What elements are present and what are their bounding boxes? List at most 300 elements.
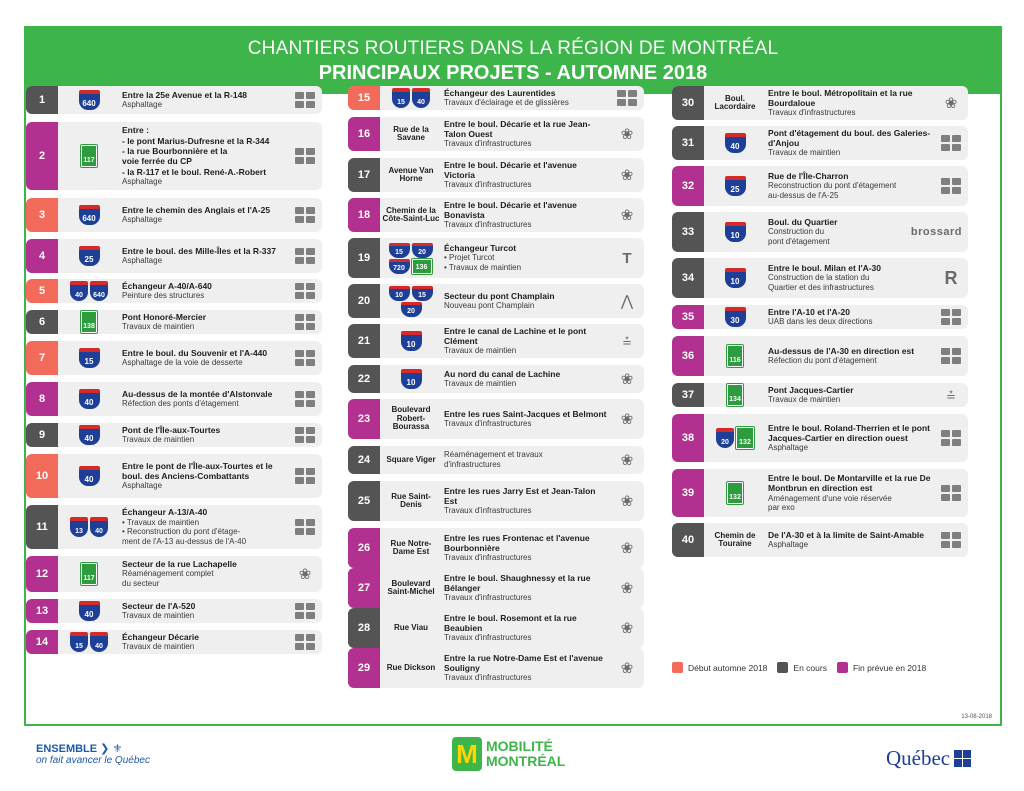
project-title: Entre le pont de l'Île-aux-Tourtes et le boul. des Anciens-Combattants [122, 460, 273, 482]
montreal-flower-icon: ❀ [620, 660, 634, 677]
project-row-17 [348, 158, 644, 192]
project-number-badge: 23 [348, 399, 380, 439]
street-name: Rue Dickson [386, 662, 436, 672]
project-detail: Travaux de maintien [122, 642, 195, 652]
project-info [122, 423, 288, 447]
project-title: Secteur du pont Champlain [444, 290, 555, 301]
project-row-11 [26, 505, 322, 549]
route-identifier [60, 341, 118, 375]
project-detail: du secteur [122, 579, 160, 589]
project-detail: Asphaltage de la voie de desserte [122, 358, 243, 368]
project-number-badge: 39 [672, 469, 704, 517]
project-row-6 [26, 310, 322, 334]
autoroute-shield: 40 [79, 601, 100, 621]
project-row-24 [348, 446, 644, 474]
traffic-sign-grid [295, 391, 315, 407]
traffic-sign-icon [294, 350, 316, 366]
project-row-31 [672, 126, 968, 160]
project-detail: Travaux d'infrastructures [444, 673, 532, 683]
autoroute-shield: 20 [716, 428, 734, 448]
project-title: Au nord du canal de Lachine [444, 368, 561, 379]
project-detail: • Travaux de maintien [122, 517, 200, 527]
page-subtitle: PRINCIPAUX PROJETS - AUTOMNE 2018 [318, 62, 708, 84]
project-row-8 [26, 382, 322, 416]
montreal-flower-icon: ❀ [620, 126, 634, 143]
traffic-sign-icon [294, 391, 316, 407]
project-detail: voie ferrée du CP [122, 156, 192, 167]
street-name: Rue Viau [393, 622, 429, 632]
project-info [444, 446, 610, 474]
project-detail: Travaux d'infrastructures [444, 506, 532, 516]
route-identifier [382, 399, 440, 439]
project-row-38 [672, 414, 968, 462]
montreal-flower-icon: ❀ [620, 620, 634, 637]
project-title: Entre le boul. De Montarville et la rue De Montbrun en direction est [768, 472, 931, 494]
project-row-13 [26, 599, 322, 623]
project-number-badge: 8 [26, 382, 58, 416]
project-title: Entre le boul. du Souvenir et l'A-440 [122, 347, 268, 358]
traffic-sign-icon [294, 314, 316, 330]
montreal-flower-icon: ❀ [298, 566, 312, 583]
traffic-sign-icon [940, 309, 962, 325]
project-detail: pont d'étagement [768, 237, 830, 247]
project-detail: Peinture des structures [122, 291, 205, 301]
project-info [122, 599, 288, 623]
project-detail: - la R-117 et le boul. René-A.-Robert [122, 166, 267, 177]
traffic-sign-grid [941, 178, 961, 194]
project-info [444, 158, 610, 192]
route-identifier [382, 568, 440, 608]
route-identifier [382, 608, 440, 648]
traffic-sign-grid [617, 90, 637, 106]
project-title: Pont d'étagement du boul. des Galeries-d'Anjou [768, 127, 931, 149]
legend-swatch [837, 662, 848, 673]
route-identifier [382, 117, 440, 151]
traffic-sign-grid [295, 427, 315, 443]
project-row-26 [348, 528, 644, 568]
project-detail: d'infrastructures [444, 460, 501, 469]
project-number-badge: 19 [348, 238, 380, 278]
project-number-badge: 36 [672, 336, 704, 376]
project-info [444, 608, 610, 648]
project-info [768, 523, 934, 557]
project-title: Entre les rues Jarry Est et Jean-Talon Est [444, 485, 596, 507]
project-detail: Construction de la station du [768, 273, 870, 283]
project-info [768, 212, 934, 252]
autoroute-shield: 40 [79, 425, 100, 445]
project-number-badge: 35 [672, 305, 704, 329]
street-name: Boul. Lacordaire [714, 93, 756, 111]
montreal-flower-icon: ❀ [944, 95, 958, 112]
bridge-icon: ⩮ [622, 332, 632, 350]
project-row-36 [672, 336, 968, 376]
traffic-sign-icon [294, 468, 316, 484]
street-name: Avenue Van Horne [388, 165, 434, 183]
route-shield-group [389, 243, 434, 274]
autoroute-shield: 10 [725, 268, 746, 288]
project-detail: Travaux de maintien [768, 148, 841, 158]
project-row-21 [348, 324, 644, 358]
street-name: Rue Saint-Denis [391, 491, 431, 509]
project-title: Entre le boul. Shaughnessy et la rue Bélanger [444, 572, 591, 594]
legend-item-debut [672, 662, 767, 673]
project-detail: Asphaltage [122, 481, 163, 491]
traffic-sign-grid [295, 207, 315, 223]
project-title: Entre le boul. Métropolitain et la rue Bourdaloue [768, 87, 913, 109]
project-detail: Construction du [768, 227, 825, 237]
route-identifier [60, 86, 118, 114]
project-row-23 [348, 399, 644, 439]
project-info [768, 166, 934, 206]
project-title: Entre le boul. Décarie et la rue Jean-Talon Ouest [444, 118, 591, 140]
traffic-sign-icon [940, 348, 962, 364]
route-identifier [60, 310, 118, 334]
autoroute-shield: 25 [79, 246, 100, 266]
traffic-sign-grid [295, 283, 315, 299]
project-row-12 [26, 556, 322, 592]
project-row-19 [348, 238, 644, 278]
project-number-badge: 28 [348, 608, 380, 648]
project-title: Entre les rues Saint-Jacques et Belmont [444, 408, 607, 419]
page-title: CHANTIERS ROUTIERS DANS LA RÉGION DE MONTRÉAL [247, 38, 779, 59]
route-identifier [60, 505, 118, 549]
legend-item-en-cours [777, 662, 827, 673]
quebec-logo [886, 746, 971, 771]
autoroute-shield: 15 [79, 348, 100, 368]
traffic-sign-icon [940, 485, 962, 501]
legend [672, 662, 926, 673]
ensemble-tagline: on fait avancer le Québec [36, 755, 150, 766]
project-detail: Travaux de maintien [768, 395, 841, 405]
project-row-18 [348, 198, 644, 232]
project-info [122, 279, 288, 303]
route-identifier [706, 258, 764, 298]
project-detail: • Reconstruction du pont d'étage- [122, 527, 241, 537]
project-row-28 [348, 608, 644, 648]
traffic-sign-icon [940, 135, 962, 151]
project-title: Boul. du Quartier [768, 217, 838, 228]
project-detail: Travaux d'infrastructures [444, 220, 532, 230]
project-info [768, 305, 934, 329]
route-identifier [382, 446, 440, 474]
route-identifier [60, 122, 118, 190]
project-detail: Travaux d'infrastructures [444, 633, 532, 643]
route-identifier [382, 365, 440, 393]
route-qc-shield: 117 [81, 563, 97, 585]
route-qc-shield: 136 [412, 259, 432, 274]
montreal-flower-icon: ❀ [620, 452, 634, 469]
project-info [122, 239, 288, 273]
project-info [444, 648, 610, 688]
project-row-30 [672, 86, 968, 120]
project-detail: Asphaltage [122, 100, 163, 110]
project-row-2 [26, 122, 322, 190]
route-identifier [382, 481, 440, 521]
legend-item-fin [837, 662, 926, 673]
project-title: Entre le boul. Roland-Therrien et le pont Jacques-Cartier en direction ouest [768, 422, 930, 444]
project-number-badge: 12 [26, 556, 58, 592]
project-number-badge: 20 [348, 284, 380, 318]
project-detail: Travaux d'infrastructures [444, 593, 532, 603]
project-row-35 [672, 305, 968, 329]
project-number-badge: 26 [348, 528, 380, 568]
autoroute-shield: 15 [70, 632, 88, 652]
traffic-sign-grid [295, 603, 315, 619]
project-row-16 [348, 117, 644, 151]
street-name: Chemin de Touraine [714, 530, 756, 548]
street-name: Rue Notre-Dame Est [390, 538, 432, 556]
traffic-sign-grid [295, 350, 315, 366]
project-info [122, 630, 288, 654]
ensemble-text: ENSEMBLE ❯ ⚜ [36, 743, 123, 755]
header-banner [26, 28, 1000, 94]
project-info [444, 284, 610, 318]
traffic-sign-icon [294, 148, 316, 164]
autoroute-shield: 30 [725, 307, 746, 327]
project-detail: Reconstruction du pont d'étagement [768, 181, 897, 191]
project-row-10 [26, 454, 322, 498]
project-detail: Travaux d'infrastructures [444, 553, 532, 563]
traffic-sign-icon [294, 92, 316, 108]
project-detail: Travaux d'infrastructures [768, 108, 856, 118]
autoroute-shield: 10 [725, 222, 746, 242]
project-info [444, 324, 610, 358]
route-identifier [706, 469, 764, 517]
traffic-sign-icon [616, 90, 638, 106]
project-row-22 [348, 365, 644, 393]
project-detail: Travaux d'infrastructures [444, 419, 532, 429]
project-title: Échangeur Décarie [122, 631, 200, 642]
project-number-badge: 7 [26, 341, 58, 375]
project-detail: Travaux de maintien [122, 611, 195, 621]
project-number-badge: 34 [672, 258, 704, 298]
legend-label: Début automne 2018 [688, 662, 768, 673]
project-row-29 [348, 648, 644, 688]
project-number-badge: 17 [348, 158, 380, 192]
project-title: Échangeur A-40/A-640 [122, 280, 212, 291]
project-detail: Travaux d'infrastructures [444, 139, 532, 149]
project-number-badge: 31 [672, 126, 704, 160]
project-row-40 [672, 523, 968, 557]
project-detail: Réfection des ponts d'étagement [122, 399, 239, 409]
project-title: Secteur de la rue Lachapelle [122, 559, 237, 570]
project-detail: Travaux d'infrastructures [444, 180, 532, 190]
route-identifier [382, 528, 440, 568]
route-qc-shield: 116 [727, 345, 743, 367]
project-info [444, 399, 610, 439]
route-identifier [706, 336, 764, 376]
project-detail: par exo [768, 503, 795, 513]
route-qc-shield: 117 [81, 145, 97, 167]
route-identifier [706, 86, 764, 120]
project-row-3 [26, 198, 322, 232]
project-detail: Réfection du pont d'étagement [768, 356, 877, 366]
project-title: Entre le canal de Lachine et le pont Clément [444, 325, 587, 347]
project-number-badge: 4 [26, 239, 58, 273]
traffic-sign-icon [940, 532, 962, 548]
project-row-33 [672, 212, 968, 252]
project-title: Au-dessus de l'A-30 en direction est [768, 345, 915, 356]
route-shield-group [389, 286, 434, 317]
autoroute-shield: 40 [79, 389, 100, 409]
ensemble-logo [36, 742, 150, 766]
project-number-badge: 18 [348, 198, 380, 232]
route-identifier [706, 523, 764, 557]
project-row-32 [672, 166, 968, 206]
project-info [122, 382, 288, 416]
autoroute-shield: 20 [401, 302, 422, 317]
project-info [444, 528, 610, 568]
project-title: Entre : [122, 125, 149, 136]
project-number-badge: 2 [26, 122, 58, 190]
route-identifier [60, 423, 118, 447]
project-title: Entre le boul. des Mille-Îles et la R-337 [122, 245, 276, 256]
route-identifier [382, 648, 440, 688]
project-detail: • Travaux de maintien [444, 263, 522, 273]
route-identifier [60, 279, 118, 303]
project-number-badge: 33 [672, 212, 704, 252]
autoroute-shield: 640 [79, 205, 100, 225]
route-identifier [382, 198, 440, 232]
project-number-badge: 15 [348, 86, 380, 110]
project-title: Entre la 25e Avenue et la R-148 [122, 89, 248, 100]
project-number-badge: 10 [26, 454, 58, 498]
project-detail: Travaux de maintien [122, 322, 195, 332]
project-number-badge: 6 [26, 310, 58, 334]
legend-swatch [777, 662, 788, 673]
project-info [122, 556, 288, 592]
route-identifier [60, 454, 118, 498]
mobilite-text: MOBILITÉ [486, 738, 553, 755]
route-identifier [60, 556, 118, 592]
champlain-bridge-icon: ⋀ [620, 293, 634, 310]
montreal-flower-icon: ❀ [620, 371, 634, 388]
montreal-flower-icon: ❀ [620, 411, 634, 428]
project-info [444, 117, 610, 151]
route-identifier [706, 166, 764, 206]
project-info [444, 481, 610, 521]
traffic-sign-grid [295, 92, 315, 108]
project-number-badge: 27 [348, 568, 380, 608]
project-number-badge: 11 [26, 505, 58, 549]
autoroute-shield: 40 [90, 632, 108, 652]
autoroute-shield: 20 [412, 243, 433, 258]
project-info [122, 454, 288, 498]
traffic-sign-grid [941, 309, 961, 325]
montreal-flower-icon: ❀ [620, 493, 634, 510]
project-detail: Asphaltage [768, 443, 809, 453]
route-identifier [382, 158, 440, 192]
project-number-badge: 37 [672, 383, 704, 407]
autoroute-shield: 15 [389, 243, 410, 258]
autoroute-shield: 25 [725, 176, 746, 196]
montreal-flower-icon: ❀ [620, 167, 634, 184]
autoroute-shield: 40 [725, 133, 746, 153]
traffic-sign-grid [295, 634, 315, 650]
route-identifier [706, 305, 764, 329]
project-info [768, 258, 934, 298]
project-info [122, 341, 288, 375]
traffic-sign-grid [295, 148, 315, 164]
project-number-badge: 14 [26, 630, 58, 654]
project-info [122, 198, 288, 232]
project-row-15 [348, 86, 644, 110]
autoroute-shield: 640 [79, 90, 100, 110]
project-title: Entre l'A-10 et l'A-20 [768, 306, 850, 317]
turcot-logo-icon: T [622, 249, 632, 267]
project-detail: au-dessus de l'A-25 [768, 191, 839, 201]
traffic-sign-grid [941, 348, 961, 364]
traffic-sign-grid [295, 468, 315, 484]
project-detail: Aménagement d'une voie réservée [768, 493, 892, 503]
project-info [444, 238, 610, 278]
project-title: Pont de l'Île-aux-Tourtes [122, 424, 221, 435]
project-info [122, 86, 288, 114]
route-identifier [60, 239, 118, 273]
quebec-flag-icon [954, 750, 971, 767]
project-number-badge: 40 [672, 523, 704, 557]
project-title: Pont Jacques-Cartier [768, 384, 854, 395]
project-number-badge: 13 [26, 599, 58, 623]
traffic-sign-icon [294, 427, 316, 443]
project-detail: Travaux de maintien [444, 379, 517, 389]
traffic-sign-grid [295, 519, 315, 535]
project-detail: ment de l'A-13 au-dessus de l'A-40 [122, 537, 247, 547]
traffic-sign-grid [941, 430, 961, 446]
autoroute-shield: 10 [401, 331, 422, 351]
traffic-sign-icon [294, 519, 316, 535]
project-title: Entre le chemin des Anglais et l'A-25 [122, 204, 271, 215]
project-number-badge: 1 [26, 86, 58, 114]
route-identifier [60, 382, 118, 416]
project-info [122, 122, 288, 190]
project-detail: • Projet Turcot [444, 253, 495, 263]
project-row-5 [26, 279, 322, 303]
project-title: Entre le boul. Décarie et l'avenue Bonavista [444, 199, 577, 221]
project-detail: - le pont Marius-Dufresne et la R-344 [122, 135, 270, 146]
legend-swatch [672, 662, 683, 673]
autoroute-shield: 40 [90, 517, 108, 537]
project-detail: Réaménagement complet [122, 569, 214, 579]
traffic-sign-grid [295, 314, 315, 330]
project-row-25 [348, 481, 644, 521]
project-detail: Réaménagement et travaux [444, 450, 543, 460]
project-title: Pont Honoré-Mercier [122, 311, 207, 322]
project-detail: Asphaltage [768, 540, 809, 550]
project-number-badge: 24 [348, 446, 380, 474]
project-detail: Asphaltage [122, 256, 163, 266]
traffic-sign-icon [940, 178, 962, 194]
project-number-badge: 22 [348, 365, 380, 393]
project-info [768, 469, 934, 517]
quebec-text: Québec [886, 746, 951, 770]
project-title: Échangeur A-13/A-40 [122, 507, 208, 518]
autoroute-shield: 720 [389, 259, 410, 274]
project-row-37 [672, 383, 968, 407]
project-title: Au-dessus de la montée d'Alstonvale [122, 388, 273, 399]
mobilite-montreal-logo [452, 737, 565, 771]
project-title: Entre les rues Frontenac et l'avenue Bourbonnière [444, 532, 590, 554]
project-detail: Quartier et des infrastructures [768, 283, 874, 293]
project-info [122, 310, 288, 334]
route-identifier [382, 238, 440, 278]
project-row-4 [26, 239, 322, 273]
route-identifier [60, 599, 118, 623]
project-row-1 [26, 86, 322, 114]
project-number-badge: 32 [672, 166, 704, 206]
route-identifier [60, 198, 118, 232]
project-info [768, 336, 934, 376]
